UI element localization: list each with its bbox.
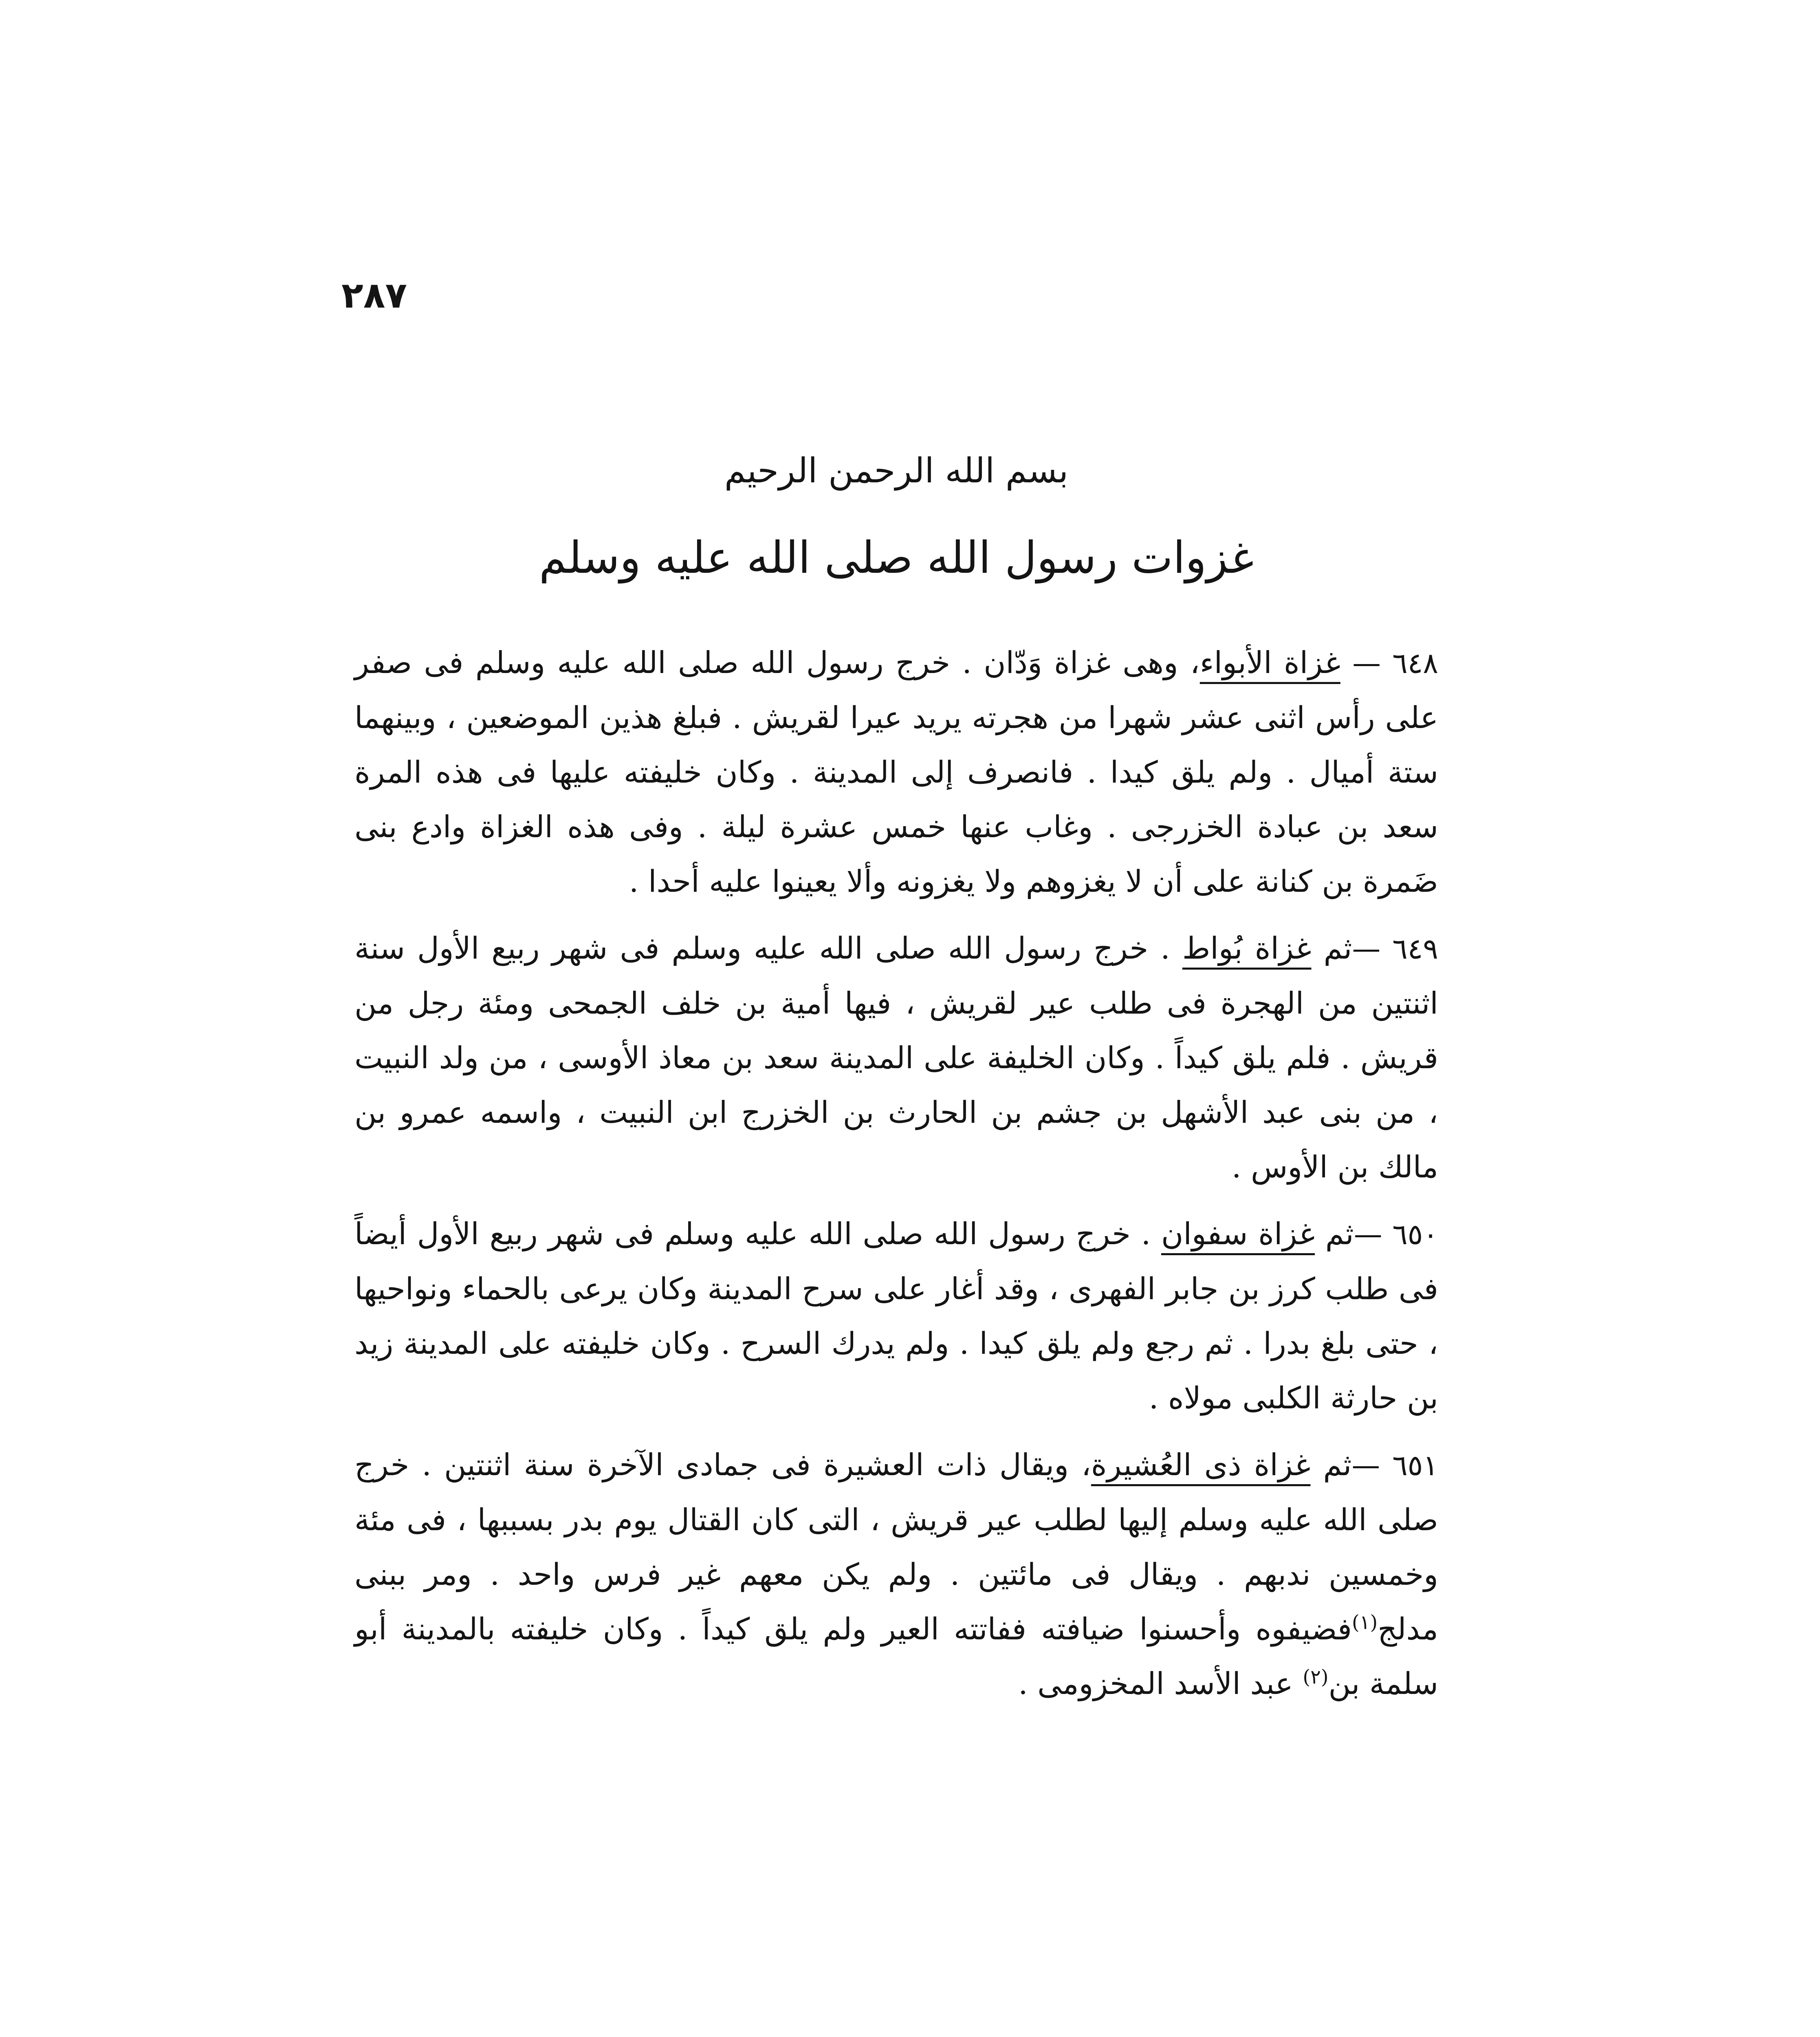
page-title: غزوات رسول الله صلى الله عليه وسلم	[539, 532, 1254, 583]
section-term: غزاة بُواط	[1182, 931, 1312, 966]
paragraph-648	[354, 636, 1438, 909]
section-term: غزاة سفوان	[1161, 1216, 1315, 1252]
paragraph-text: ، ويقال ذات العشيرة فى جمادى الآخرة سنة اثنتين . خرج صلى الله عليه وسلم إليها لطلب عير قريش ، التى كان القتال يوم بدر بسببها ، فى مئة وخمسين ندبهم . ويقال فى مائتين . ولم يكن معهم غير فرس واحد . ومر ببنى مدلج	[354, 1447, 1438, 1647]
page-number: ٢٨٧	[341, 274, 407, 316]
footnote-ref-1: (١)	[1351, 1611, 1378, 1634]
paragraph-text: ، وهى غزاة وَدّان . خرج رسول الله صلى الله عليه وسلم فى صفر على رأس اثنى عشر شهرا من هجرته يريد عيرا لقريش . فبلغ هذين الموضعين ، وبينهما ستة أميال . ولم يلق كيدا . فانصرف إلى المدينة . وكان خليفته عليها فى هذه المرة سعد بن عبادة الخزرجى . وغاب عنها خمس عشرة ليلة . وفى هذه الغزاة وادع بنى ضَمرة بن كنانة على أن لا يغزوهم ولا يغزونه وألا يعينوا عليه أحدا .	[354, 645, 1438, 899]
paragraph-lead: ثم	[1325, 1216, 1354, 1252]
paragraph-text: فضيفوه وأحسنوا ضيافته ففاتته العير ولم يلق كيداً . وكان خليفته بالمدينة أبو سلمة بن	[354, 1612, 1438, 1701]
paragraph-number: ٦٤٨ —	[1352, 647, 1438, 680]
paragraph-lead: ثم	[1323, 931, 1352, 966]
paragraph-number: ٦٥١ —	[1351, 1449, 1438, 1482]
paragraph-number: ٦٥٠ —	[1353, 1218, 1438, 1251]
paragraph-number: ٦٤٩ —	[1352, 932, 1438, 966]
basmala: بسم الله الرحمن الرحيم	[724, 451, 1069, 491]
section-term: غزاة الأبواء	[1199, 645, 1340, 680]
paragraph-649	[354, 921, 1438, 1194]
paragraph-lead: ثم	[1323, 1447, 1352, 1483]
main-text	[354, 636, 1438, 1723]
paragraph-651	[354, 1438, 1438, 1711]
section-term: غزاة ذى العُشيرة	[1091, 1447, 1311, 1483]
footnote-ref-2: (٢)	[1303, 1665, 1329, 1689]
paragraph-text: عبد الأسد المخزومى .	[1018, 1666, 1293, 1701]
paragraph-text: . خرج رسول الله صلى الله عليه وسلم فى شهر ربيع الأول أيضاً فى طلب كرز بن جابر الفهرى ، وقد أغار على سرح المدينة وكان يرعى بالحماء ونواحيها ، حتى بلغ بدرا . ثم رجع ولم يلق كيدا . ولم يدرك السرح . وكان خليفته على المدينة زيد بن حارثة الكلبى مولاه .	[354, 1216, 1438, 1416]
paragraph-text: . خرج رسول الله صلى الله عليه وسلم فى شهر ربيع الأول سنة اثنتين من الهجرة فى طلب عير لقريش ، فيها أمية بن خلف الجمحى ومئة رجل من قريش . فلم يلق كيداً . وكان الخليفة على المدينة سعد بن معاذ الأوسى ، من ولد النبيت ، من بنى عبد الأشهل بن جشم بن الحارث بن الخزرج ابن النبيت ، واسمه عمرو بن مالك بن الأوس .	[354, 931, 1438, 1185]
paragraph-650	[354, 1207, 1438, 1425]
